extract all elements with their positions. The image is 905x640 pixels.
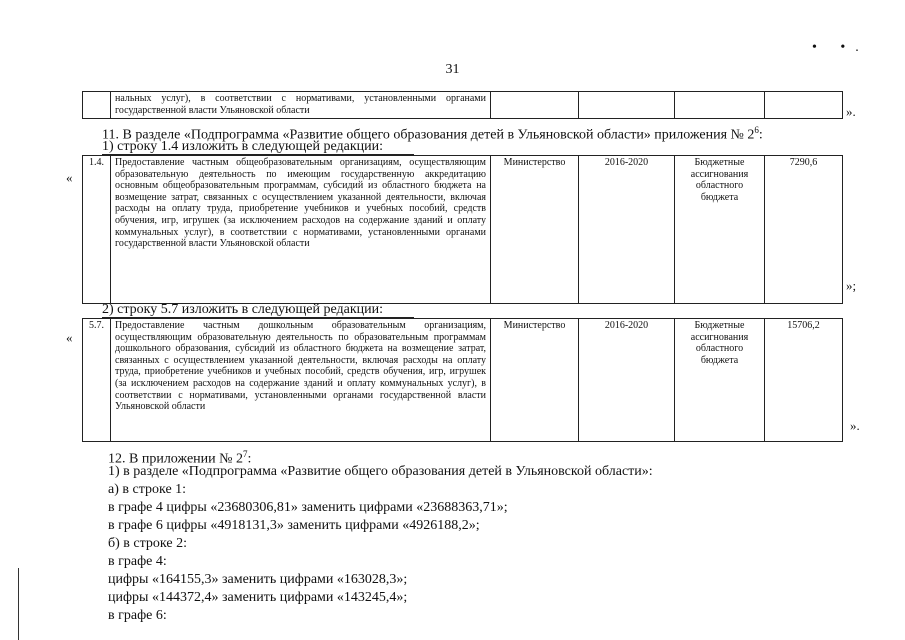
- cell-period: 2016-2020: [579, 156, 675, 304]
- line-3: в графе 4 цифры «23680306,81» заменить цифрами «23688363,71»;: [108, 500, 508, 515]
- cell-desc: нальных услуг), в соответствии с нормативами, установленными органами государственной власти Ульяновской области: [111, 92, 491, 119]
- line-7: цифры «164155,3» заменить цифрами «163028,3»;: [108, 572, 408, 587]
- para-11-sup: 6: [754, 125, 759, 135]
- para-12-sup: 7: [243, 449, 248, 459]
- table-row: [83, 92, 843, 119]
- cell-executor: [491, 92, 579, 119]
- line-9: в графе 6:: [108, 608, 167, 623]
- table-row: [83, 319, 843, 442]
- line-1: 1) в разделе «Подпрограмма «Развитие общего образования детей в Ульяновской области»:: [108, 464, 653, 479]
- cell-source: Бюджетные ассигнования областного бюджета: [675, 319, 765, 442]
- table-row-1-4: [82, 155, 843, 304]
- line-6: в графе 4:: [108, 554, 167, 569]
- line-row-5-7-heading: 2) строку 5.7 изложить в следующей редакции:: [102, 302, 384, 317]
- page-number: 31: [445, 62, 460, 77]
- line-2: а) в строке 1:: [108, 482, 187, 497]
- table-row-5-7: [82, 318, 843, 442]
- cell-period: [579, 92, 675, 119]
- cell-desc: Предоставление частным дошкольным образовательным организациям, осуществляющим образовательную деятельность по образовательным программам дошкольного образования, субсидий из областного бюджета на возмещение затрат, связанных с осуществлением указанной деятельности, включая расходы на оплату труда, приобретение учебников и учебных пособий, средств обучения, игр, игрушек (за исключением расходов на содержание зданий и оплату коммунальных услуг), в соответствии с нормативами, установленными органами государственной власти Ульяновской области: [111, 319, 491, 442]
- cell-executor: Министерство: [491, 319, 579, 442]
- line-row-1-4-heading: 1) строку 1.4 изложить в следующей редакции:: [102, 139, 384, 154]
- table-prev-continuation: [82, 91, 843, 119]
- cell-amount: 15706,2: [765, 319, 843, 442]
- line-4: в графе 6 цифры «4918131,3» заменить цифрами «4926188,2»;: [108, 518, 480, 533]
- open-quote-5-7: «: [66, 330, 73, 345]
- cell-num: 1.4.: [83, 156, 111, 304]
- para-12-text: 12. В приложении № 2: [108, 451, 243, 467]
- closing-quote-1-4: »;: [846, 278, 857, 293]
- cell-executor: Министерство: [491, 156, 579, 304]
- scan-marks: • •.: [812, 40, 869, 55]
- para-11-text: 11. В разделе «Подпрограмма «Развитие общего образования детей в Ульяновской области» приложения № 2: [102, 127, 755, 143]
- cell-amount: [765, 92, 843, 119]
- cell-num: [83, 92, 111, 119]
- cell-amount: 7290,6: [765, 156, 843, 304]
- cell-period: 2016-2020: [579, 319, 675, 442]
- table-row: [83, 156, 843, 304]
- cell-source: Бюджетные ассигнования областного бюджета: [675, 156, 765, 304]
- cell-desc: Предоставление частным общеобразовательным организациям, осуществляющим образовательную деятельность по имеющим государственную аккредитацию основным общеобразовательным программам, субсидий из областного бюджета на возмещение затрат, связанных с осуществлением указанной деятельности, включая расходы на оплату труда, приобретение учебников и учебных пособий, средств обучения, игр, игрушек (за исключением расходов на содержание зданий и оплату коммунальных услуг), в соответствии с нормативами, установленными органами государственной власти Ульяновской области: [111, 156, 491, 304]
- cell-num: 5.7.: [83, 319, 111, 442]
- cell-source: [675, 92, 765, 119]
- closing-quote-5-7: ».: [850, 418, 860, 433]
- open-quote-1-4: «: [66, 170, 73, 185]
- para-11-end: :: [758, 127, 763, 143]
- line-8: цифры «144372,4» заменить цифрами «143245,4»;: [108, 590, 408, 605]
- scan-edge-line: [18, 568, 19, 640]
- closing-quote-prev: ».: [846, 104, 856, 119]
- line-5: б) в строке 2:: [108, 536, 187, 551]
- para-12-end: :: [247, 451, 252, 467]
